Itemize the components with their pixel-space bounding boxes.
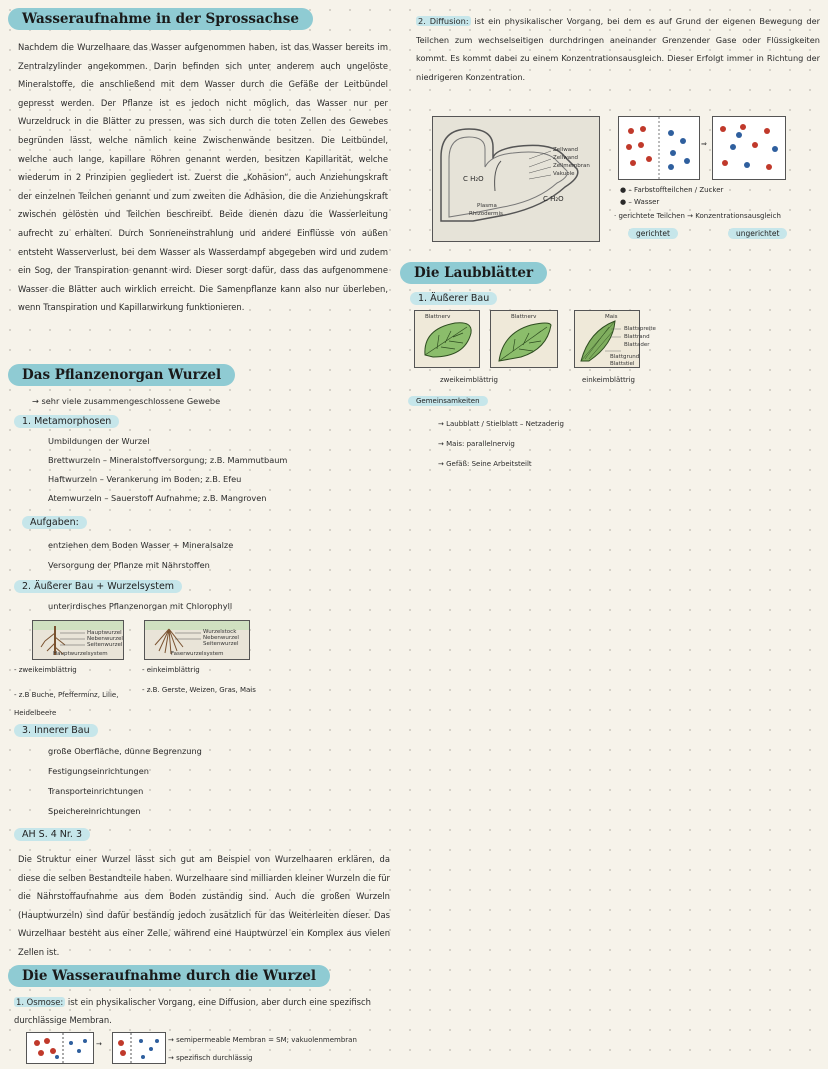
legend-gerichtet: · gerichtete Teilchen → Konzentrationsausgleich <box>614 212 781 220</box>
cell-label: Plasma <box>477 203 497 209</box>
subheading-metamorphosen: 1. Metamorphosen <box>14 415 119 428</box>
root-label: Seitenwurzel <box>203 641 239 647</box>
aufgaben-list <box>48 540 378 580</box>
list-item: große Oberfläche, dünne Begrenzung <box>48 746 202 756</box>
monocot-examples: - z.B. Gerste, Weizen, Gras, Mais <box>142 686 256 694</box>
osmose-label: 1. Osmose: <box>16 997 64 1007</box>
label-ungerichtet: ungerichtet <box>728 228 787 239</box>
diffusion-box-after <box>712 116 786 180</box>
list-item: Festigungseinrichtungen <box>48 766 149 776</box>
intro-line: → sehr viele zusammengeschlossene Gewebe <box>32 396 221 406</box>
cell-label: Vakuole <box>553 171 575 177</box>
list-item: Atemwurzeln – Sauerstoff Aufnahme; z.B. Mangroven <box>48 493 267 503</box>
arrow-icon: ⇒ <box>701 140 707 148</box>
subheading-ah: AH S. 4 Nr. 3 <box>14 828 90 841</box>
label-zweikeimblaettrig: zweikeimblättrig <box>440 376 498 384</box>
root-label: Hauptwurzelsystem <box>53 651 108 657</box>
leaf-note: Blattgrund <box>610 354 640 360</box>
dicot-examples: - z.B Buche, Pfefferminz, Lilie, Heidelbeere <box>14 691 119 717</box>
osmose-particles-after <box>113 1033 165 1063</box>
root-hair-cell-drawing <box>433 117 599 241</box>
root-label: Nebenwurzel <box>87 636 123 642</box>
list-item: Haftwurzeln – Verankerung im Boden; z.B. Efeu <box>48 474 242 484</box>
leaf-diagram-2 <box>490 310 558 368</box>
osmose-diagram-1 <box>26 1032 94 1064</box>
osmose-note-2: → spezifisch durchlässig <box>168 1054 253 1062</box>
osmose-note-1: → semipermeable Membran = SM; vakuolenmembran <box>168 1036 357 1044</box>
root-label: Hauptwurzel <box>87 630 122 636</box>
list-item: Umbildungen der Wurzel <box>48 436 150 446</box>
subheading-gemeinsamkeiten: Gemeinsamkeiten <box>408 396 488 406</box>
diffusion-label: 2. Diffusion: <box>418 16 469 26</box>
diffusion-box-before <box>618 116 700 180</box>
root-diagram-dicot <box>32 620 124 660</box>
osmose-diagram-2 <box>112 1032 166 1064</box>
leaf-label: Blattnerv <box>425 314 451 320</box>
root-label: Nebenwurzel <box>203 635 239 641</box>
root-label: Wurzelstock <box>203 629 237 635</box>
list-item: Versorgung der Pflanze mit Nährstoffen <box>48 560 210 570</box>
subheading-aeusserer-bau-blatt: 1. Äußerer Bau <box>410 292 497 305</box>
diffusion-definition <box>416 12 820 86</box>
leaf-note: Blattrand <box>624 334 650 340</box>
leaf-label: Blattnerv <box>511 314 537 320</box>
monocot-label: - einkeimblättrig <box>142 666 200 674</box>
list-item: Speichereinrichtungen <box>48 806 141 816</box>
osmose-particles-before <box>27 1033 93 1063</box>
list-item: Brettwurzeln – Mineralstoffversorgung; z.B. Mammutbaum <box>48 455 288 465</box>
gemeinsamkeit-item: → Laubblatt / Stielblatt – Netzaderig <box>438 420 564 428</box>
cell-label: Zellmembran <box>553 163 590 169</box>
dicot-label: - zweikeimblättrig <box>14 666 77 674</box>
paragraph-wurzelstruktur: Die Struktur einer Wurzel lässt sich gut am Beispiel von Wurzelhaaren erklären, da diese die selben Bestandteile haben. Wurzelhaare sind milliarden kleiner Wurzeln die für die Nährstoffaufnahme aus dem Boden zuständig sind. Auch die großen Wurzeln (Hauptwurzeln) sind dafür beständig jedoch zusätzlich für das Weiterleiten dieser. Das Wurzelhaar besteht aus einer Zelle, während eine Hauptwurzel ein Komplex aus vielen Zellen ist. <box>18 854 390 957</box>
diffusion-particles-before <box>619 117 699 179</box>
title-wasseraufnahme-sprossachse: Wasseraufnahme in der Sprossachse <box>8 8 313 30</box>
cell-label: Zellwand <box>553 147 579 153</box>
leaf-note: Blattstiel <box>610 361 635 367</box>
cell-label: Rhizodermis <box>469 211 503 217</box>
legend-farbstoff: ● – Farbstoffteilchen / Zucker <box>620 186 724 194</box>
leaf-diagram-1 <box>414 310 480 368</box>
root-label: Faserwurzelsystem <box>171 651 224 657</box>
subheading-innerer-bau: 3. Innerer Bau <box>14 724 98 737</box>
concentration-high: C H₂O <box>543 195 564 203</box>
title-laubblaetter: Die Laubblätter <box>400 262 547 284</box>
leaf-label: Mais <box>605 314 618 320</box>
metamorphosen-list <box>48 436 378 512</box>
cell-label: Zellwand <box>553 155 579 161</box>
list-item: Transporteinrichtungen <box>48 786 144 796</box>
leaf-note: Blattader <box>624 342 650 348</box>
innerer-bau-list <box>48 746 348 826</box>
label-gerichtet: gerichtet <box>628 228 678 239</box>
osmose-text: ist ein physikalischer Vorgang, eine Diffusion, aber durch eine spezifisch durchlässige Membran. <box>14 997 371 1025</box>
list-item: entziehen dem Boden Wasser + Mineralsalze <box>48 540 234 550</box>
root-label: Seitenwurzel <box>87 642 123 648</box>
subheading-aeusserer-bau-wurzel: 2. Äußerer Bau + Wurzelsystem <box>14 580 182 593</box>
diffusion-particles-after <box>713 117 785 179</box>
title-wasseraufnahme-wurzel: Die Wasseraufnahme durch die Wurzel <box>8 965 330 987</box>
gemeinsamkeit-item: → Gefäß: Seine Arbeitsteilt <box>438 460 532 468</box>
arrow-icon: → <box>96 1040 102 1048</box>
leaf-note: Blattspreite <box>624 326 656 332</box>
diffusion-text: ist ein physikalischer Vorgang, bei dem es auf Grund der eigenen Bewegung der Teilchen zum wechselseitigen durchdringen aneinander Grenzender Gase oder Flüssigkeiten kommt. Es kommt dabei zu einem Konzentrationsausgleich. Dieser Erfolgt immer in Richtung der niedrigeren Konzentration. <box>416 16 820 82</box>
concentration-low: C H₂O <box>463 175 484 183</box>
root-hair-cell-diagram <box>432 116 600 242</box>
title-pflanzenorgan-wurzel: Das Pflanzenorgan Wurzel <box>8 364 235 386</box>
gemeinsamkeit-item: → Mais: parallelnervig <box>438 440 515 448</box>
subheading-aufgaben: Aufgaben: <box>22 516 87 529</box>
root-diagram-monocot <box>144 620 250 660</box>
label-einkeimblaettrig: einkeimblättrig <box>582 376 635 384</box>
wurzel-chlorophyll-line: unterirdisches Pflanzenorgan mit Chlorophyll <box>48 601 233 611</box>
paragraph-sprossachse: Nachdem die Wurzelhaare das Wasser aufgenommen haben, ist das Wasser bereits im Zentralzylinder angekommen. Darin befinden sich unter anderem auch ungelöste Mineralstoffe, die anschließend mit dem Wasser durch die Gefäße der Leitbündel gepresst werden. Der Pflanze ist es jedoch nicht möglich, das Wasser nur per Wurzeldruck in die Blätter zu pressen, was sich durch die toten Zellen des Gewebes begründen lässt, welche nämlich keine Zwischenwände besitzen. Die Leitbündel, welche auch lange, kapillare Röhren genannt werden, besitzen Kapillarität, welche wiederum in 2 Prinzipien gegliedert ist. Zuerst die „Kohäsion“, auch Anziehungskraft der einzelnen Teilchen genannt und zum zweiten die Adhäsion, die die Anziehungskraft zwischen gelösten und Teilchen beschreibt. Beide dienen dazu die Wasserleitung aufrecht zu erhalten. Durch Sonneneinstrahlung und andere Einflüsse von außen entsteht Wasserverlust, bei dem Wasser als Wasserdampf abgegeben wird und zudem ein Sog, der Transpiration genannt wird. Dieser sorgt dafür, dass das aufgenommene Wasser die Blätter auch wirklich erreicht. Die Samenpflanze kann also nur überleben, wenn Transpiration und Kapillarwirkung funktionieren. <box>18 42 388 313</box>
legend-wasser: ● – Wasser <box>620 198 660 206</box>
osmose-definition <box>14 993 394 1029</box>
